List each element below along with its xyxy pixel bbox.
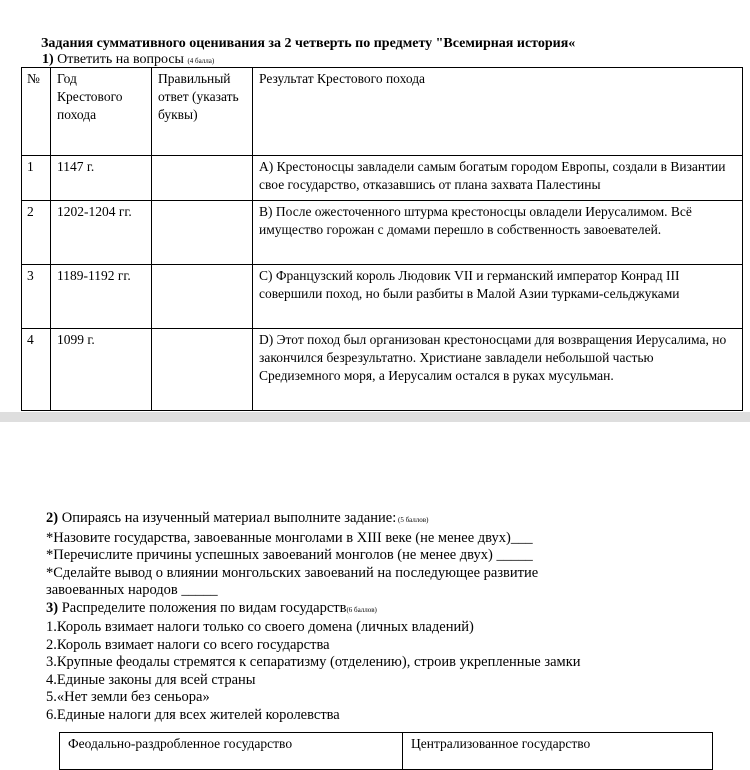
question-3-item: 3.Крупные феодалы стремятся к сепаратизму (отделению), строив укрепленные замки: [46, 654, 581, 670]
table-row: [22, 201, 743, 265]
table-row: [22, 156, 743, 201]
row-year: 1147 г.: [51, 156, 152, 201]
row-answer-cell[interactable]: [152, 201, 253, 265]
header-centralized-state: Централизованное государство: [403, 733, 713, 770]
row-result: D) Этот поход был организован крестоносцами для возвращения Иерусалима, но закончился безрезультатно. Христиане завладели небольшой частью Средиземного моря, а Иерусалим остался в руках мусульман.: [253, 329, 743, 411]
state-types-header-row: [60, 733, 713, 770]
table-row: [22, 265, 743, 329]
question-3-item: 6.Единые налоги для всех жителей королевства: [46, 706, 340, 723]
header-answer: Правильный ответ (указать буквы): [152, 68, 253, 156]
row-answer-cell[interactable]: [152, 265, 253, 329]
header-feudal-state: Феодально-раздробленное государство: [60, 733, 403, 770]
question-2-item: *Назовите государства, завоеванные монголами в XIII веке (не менее двух)___: [46, 529, 533, 546]
document-title: Задания суммативного оценивания за 2 четверть по предмету "Всемирная история«: [41, 36, 576, 51]
row-answer-cell[interactable]: [152, 156, 253, 201]
row-number: 2: [22, 201, 51, 265]
question-2-item: завоеванных народов _____: [46, 582, 218, 598]
page-divider: [0, 412, 750, 422]
question-2-number: 2): [46, 510, 59, 526]
question-3-item: 4.Единые законы для всей страны: [46, 671, 256, 688]
row-number: 4: [22, 329, 51, 411]
question-1-points: (4 балла): [187, 57, 215, 65]
table-header-row: [22, 68, 743, 156]
row-result: А) Крестоносцы завладели самым богатым городом Европы, создали в Византии свое государство, отказавшись от плана захвата Палестины: [253, 156, 743, 201]
question-1-text: Ответить на вопросы: [53, 52, 184, 67]
row-answer-cell[interactable]: [152, 329, 253, 411]
question-2-item: *Сделайте вывод о влиянии монгольских завоеваний на последующее развитие: [46, 564, 539, 581]
state-types-table: [59, 732, 713, 770]
row-year: 1202-1204 гг.: [51, 201, 152, 265]
header-result: Результат Крестового похода: [253, 68, 743, 156]
table-row: [22, 329, 743, 411]
header-number: №: [22, 68, 51, 156]
question-3-heading: [46, 600, 746, 620]
question-3-points: (6 баллов): [346, 605, 377, 614]
question-2-heading: [46, 510, 746, 530]
row-year: 1099 г.: [51, 329, 152, 411]
questions-2-3: [46, 510, 746, 724]
question-3-text: Распределите положения по видам государств: [58, 599, 347, 616]
question-1-number: 1): [42, 52, 54, 67]
row-result: С) Французский король Людовик VII и германский император Конрад III совершили поход, но были разбиты в Малой Азии турками-сельджуками: [253, 265, 743, 329]
question-3-item: 1.Король взимает налоги только со своего домена (личных владений): [46, 619, 474, 635]
question-1-heading: [42, 52, 214, 68]
question-3-item: 2.Король взимает налоги со всего государства: [46, 636, 330, 653]
row-year: 1189-1192 гг.: [51, 265, 152, 329]
crusades-table: [21, 67, 743, 411]
row-result: В) После ожесточенного штурма крестоносцы овладели Иерусалимом. Всё имущество горожан с домами перешло в собственность завоевателей.: [253, 201, 743, 265]
question-2-item: *Перечислите причины успешных завоеваний монголов (не менее двух) _____: [46, 547, 533, 563]
row-number: 1: [22, 156, 51, 201]
header-year: Год Крестового похода: [51, 68, 152, 156]
question-3-number: 3): [46, 599, 59, 616]
row-number: 3: [22, 265, 51, 329]
question-2-points: (5 баллов): [396, 516, 429, 524]
question-3-item: 5.«Нет земли без сеньора»: [46, 689, 210, 705]
question-2-text: Опираясь на изученный материал выполните задание:: [58, 510, 397, 526]
